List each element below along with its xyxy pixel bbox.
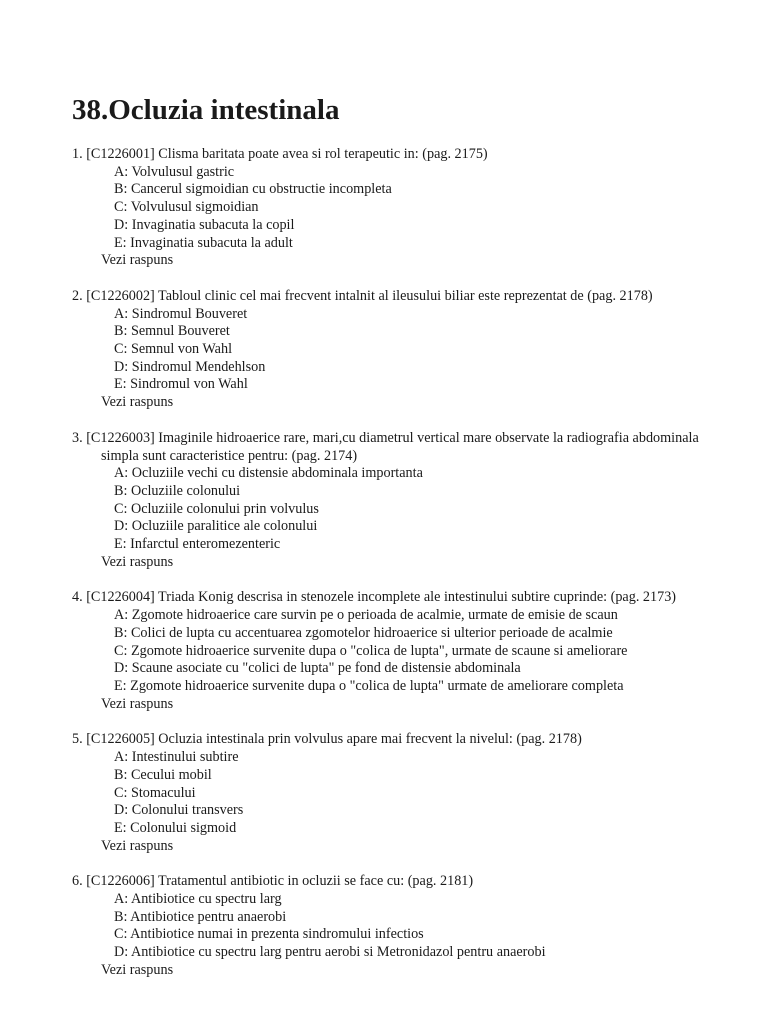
option-b: B: Ocluziile colonului: [114, 482, 241, 499]
question-text: 6. [C1226006] Tratamentul antibiotic in ocluzii se face cu: (pag. 2181): [72, 873, 474, 890]
option-a: A: Zgomote hidroaerice care survin pe o perioada de acalmie, urmate de emisie de scaun: [114, 607, 618, 624]
option-e: E: Sindromul von Wahl: [114, 376, 248, 393]
option-a: A: Intestinului subtire: [114, 749, 239, 766]
question-text: 5. [C1226005] Ocluzia intestinala prin volvulus apare mai frecvent la nivelul: (pag. 2178): [72, 731, 582, 748]
option-a: A: Ocluziile vechi cu distensie abdominala importanta: [114, 465, 423, 482]
option-d: D: Scaune asociate cu "colici de lupta" pe fond de distensie abdominala: [114, 660, 521, 677]
answer-options: [72, 607, 712, 696]
answer-options: [72, 306, 712, 395]
show-answer-link[interactable]: Vezi raspuns: [101, 553, 174, 570]
question-1: [72, 146, 712, 270]
question-4: [72, 589, 712, 713]
option-d: D: Invaginatia subacuta la copil: [114, 216, 295, 233]
question-2: [72, 288, 712, 412]
show-answer-link[interactable]: Vezi raspuns: [101, 961, 174, 978]
answer-options: [72, 164, 712, 253]
question-text: 4. [C1226004] Triada Konig descrisa in stenozele incomplete ale intestinului subtire cuprinde: (pag. 2173): [72, 589, 677, 606]
answer-options: [72, 465, 712, 554]
option-c: C: Stomacului: [114, 784, 196, 801]
option-a: A: Volvulusul gastric: [114, 163, 235, 180]
show-answer-link[interactable]: Vezi raspuns: [101, 837, 174, 854]
option-b: B: Colici de lupta cu accentuarea zgomotelor hidroaerice si ulterior perioade de acalmie: [114, 624, 613, 641]
show-answer-link[interactable]: Vezi raspuns: [101, 252, 174, 269]
option-d: D: Sindromul Mendehlson: [114, 358, 266, 375]
chapter-title: 38.Ocluzia intestinala: [72, 94, 340, 126]
option-d: D: Colonului transvers: [114, 802, 244, 819]
option-e: E: Zgomote hidroaerice survenite dupa o "colica de lupta" urmate de ameliorare completa: [114, 677, 624, 694]
question-5: [72, 731, 712, 855]
option-e: E: Colonului sigmoid: [114, 819, 237, 836]
option-a: A: Sindromul Bouveret: [114, 305, 248, 322]
option-b: B: Semnul Bouveret: [114, 323, 230, 340]
question-text: 2. [C1226002] Tabloul clinic cel mai frecvent intalnit al ileusului biliar este reprezentat de (pag. 2178): [72, 287, 653, 304]
option-e: E: Infarctul enteromezenteric: [114, 536, 281, 553]
option-c: C: Antibiotice numai in prezenta sindromului infectios: [114, 926, 424, 943]
option-b: B: Antibiotice pentru anaerobi: [114, 908, 287, 925]
option-b: B: Cancerul sigmoidian cu obstructie incompleta: [114, 181, 392, 198]
option-a: A: Antibiotice cu spectru larg: [114, 891, 282, 908]
option-e: E: Invaginatia subacuta la adult: [114, 234, 293, 251]
question-list: [72, 146, 712, 998]
option-d: D: Antibiotice cu spectru larg pentru aerobi si Metronidazol pentru anaerobi: [114, 944, 546, 961]
question-text: 3. [C1226003] Imaginile hidroaerice rare, mari,cu diametrul vertical mare observate la radiografia abdominala simpla sunt caracteristice pentru: (pag. 2174): [72, 429, 699, 464]
option-b: B: Cecului mobil: [114, 766, 212, 783]
option-c: C: Ocluziile colonului prin volvulus: [114, 500, 319, 517]
answer-options: [72, 891, 712, 962]
answer-options: [72, 749, 712, 838]
show-answer-link[interactable]: Vezi raspuns: [101, 394, 174, 411]
option-c: C: Semnul von Wahl: [114, 341, 233, 358]
option-c: C: Volvulusul sigmoidian: [114, 199, 259, 216]
question-text: 1. [C1226001] Clisma baritata poate avea si rol terapeutic in: (pag. 2175): [72, 146, 488, 162]
option-c: C: Zgomote hidroaerice survenite dupa o "colica de lupta", urmate de scaune si ameliorare: [114, 642, 628, 659]
option-d: D: Ocluziile paralitice ale colonului: [114, 518, 318, 535]
question-3: [72, 430, 712, 572]
question-6: [72, 873, 712, 979]
show-answer-link[interactable]: Vezi raspuns: [101, 695, 174, 712]
